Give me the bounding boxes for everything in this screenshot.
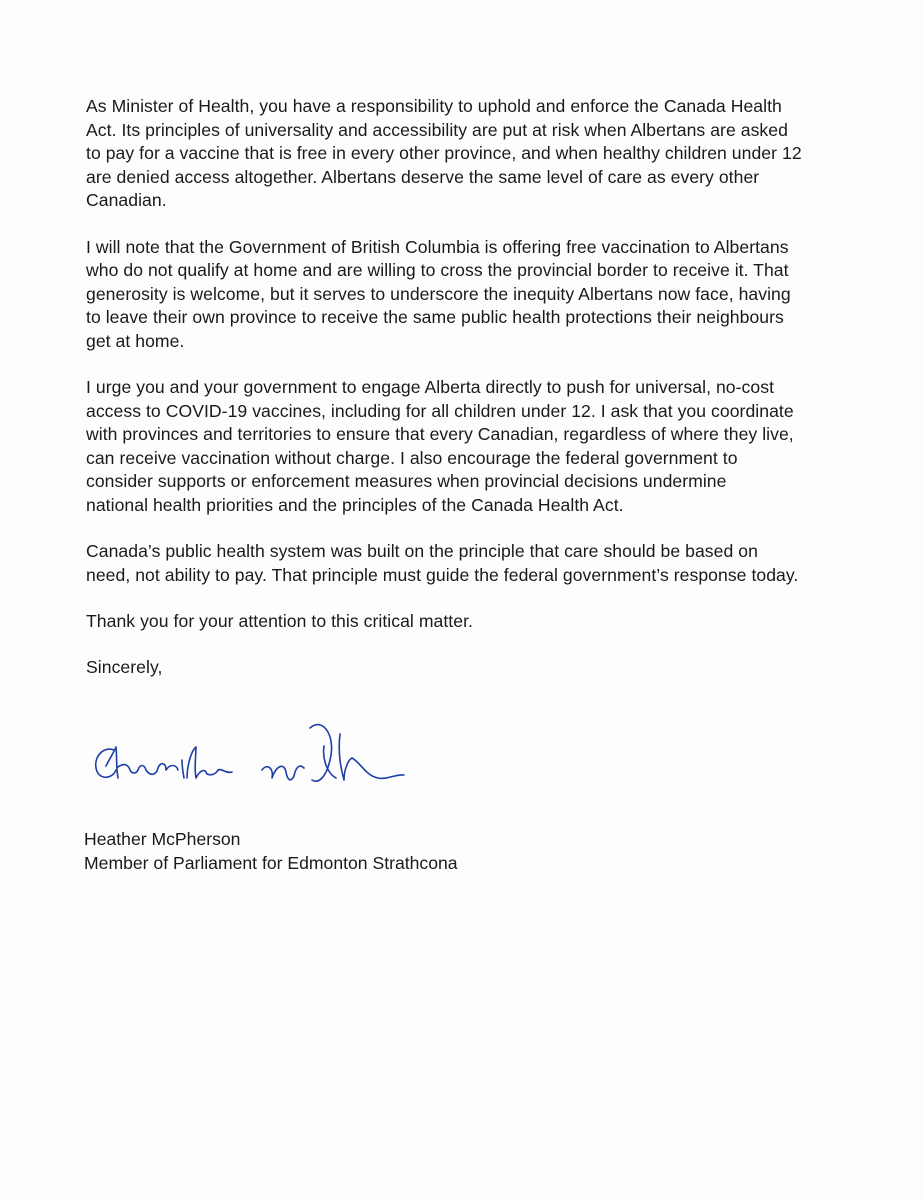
text-line: national health priorities and the principles of the Canada Health Act.	[86, 494, 624, 515]
text-line: Thank you for your attention to this critical matter.	[86, 611, 473, 631]
text-line: who do not qualify at home and are willing to cross the provincial border to receive it. That	[86, 260, 789, 280]
text-line: I will note that the Government of British Columbia is offering free vaccination to Albertans	[86, 236, 789, 257]
text-line: Canadian.	[86, 190, 167, 210]
text-line: with provinces and territories to ensure that every Canadian, regardless of where they live,	[86, 424, 794, 444]
text-line: Act. Its principles of universality and accessibility are put at risk when Albertans are asked	[86, 119, 788, 140]
text-line: to pay for a vaccine that is free in every other province, and when healthy children under 12	[86, 143, 802, 163]
paragraph-british-columbia	[86, 236, 821, 354]
text-line: need, not ability to pay. That principle must guide the federal government’s response today.	[86, 564, 799, 585]
letter-body	[86, 95, 821, 679]
signature-icon	[86, 700, 416, 800]
text-line: Sincerely,	[86, 656, 163, 677]
text-line: consider supports or enforcement measures when provincial decisions undermine	[86, 471, 727, 491]
signer-title: Member of Parliament for Edmonton Strathcona	[84, 852, 458, 873]
text-line: can receive vaccination without charge. I also encourage the federal government to	[86, 447, 738, 468]
text-line: As Minister of Health, you have a responsibility to uphold and enforce the Canada Health	[86, 96, 782, 116]
text-line: to leave their own province to receive the same public health protections their neighbours	[86, 307, 784, 327]
text-line: get at home.	[86, 330, 185, 351]
paragraph-request	[86, 376, 821, 517]
paragraph-canada-health-act	[86, 95, 821, 213]
signer-name: Heather McPherson	[84, 829, 241, 849]
signature-block	[84, 828, 458, 875]
text-line: generosity is welcome, but it serves to underscore the inequity Albertans now face, having	[86, 283, 791, 304]
text-line: access to COVID-19 vaccines, including for all children under 12. I ask that you coordinate	[86, 400, 794, 421]
paragraph-principle	[86, 540, 821, 587]
text-line: Canada’s public health system was built on the principle that care should be based on	[86, 541, 758, 561]
text-line: are denied access altogether. Albertans deserve the same level of care as every other	[86, 166, 760, 187]
paragraph-thanks	[86, 610, 821, 634]
closing-sincerely	[86, 656, 821, 680]
text-line: I urge you and your government to engage Alberta directly to push for universal, no-cost	[86, 377, 775, 397]
handwritten-signature	[86, 700, 416, 800]
